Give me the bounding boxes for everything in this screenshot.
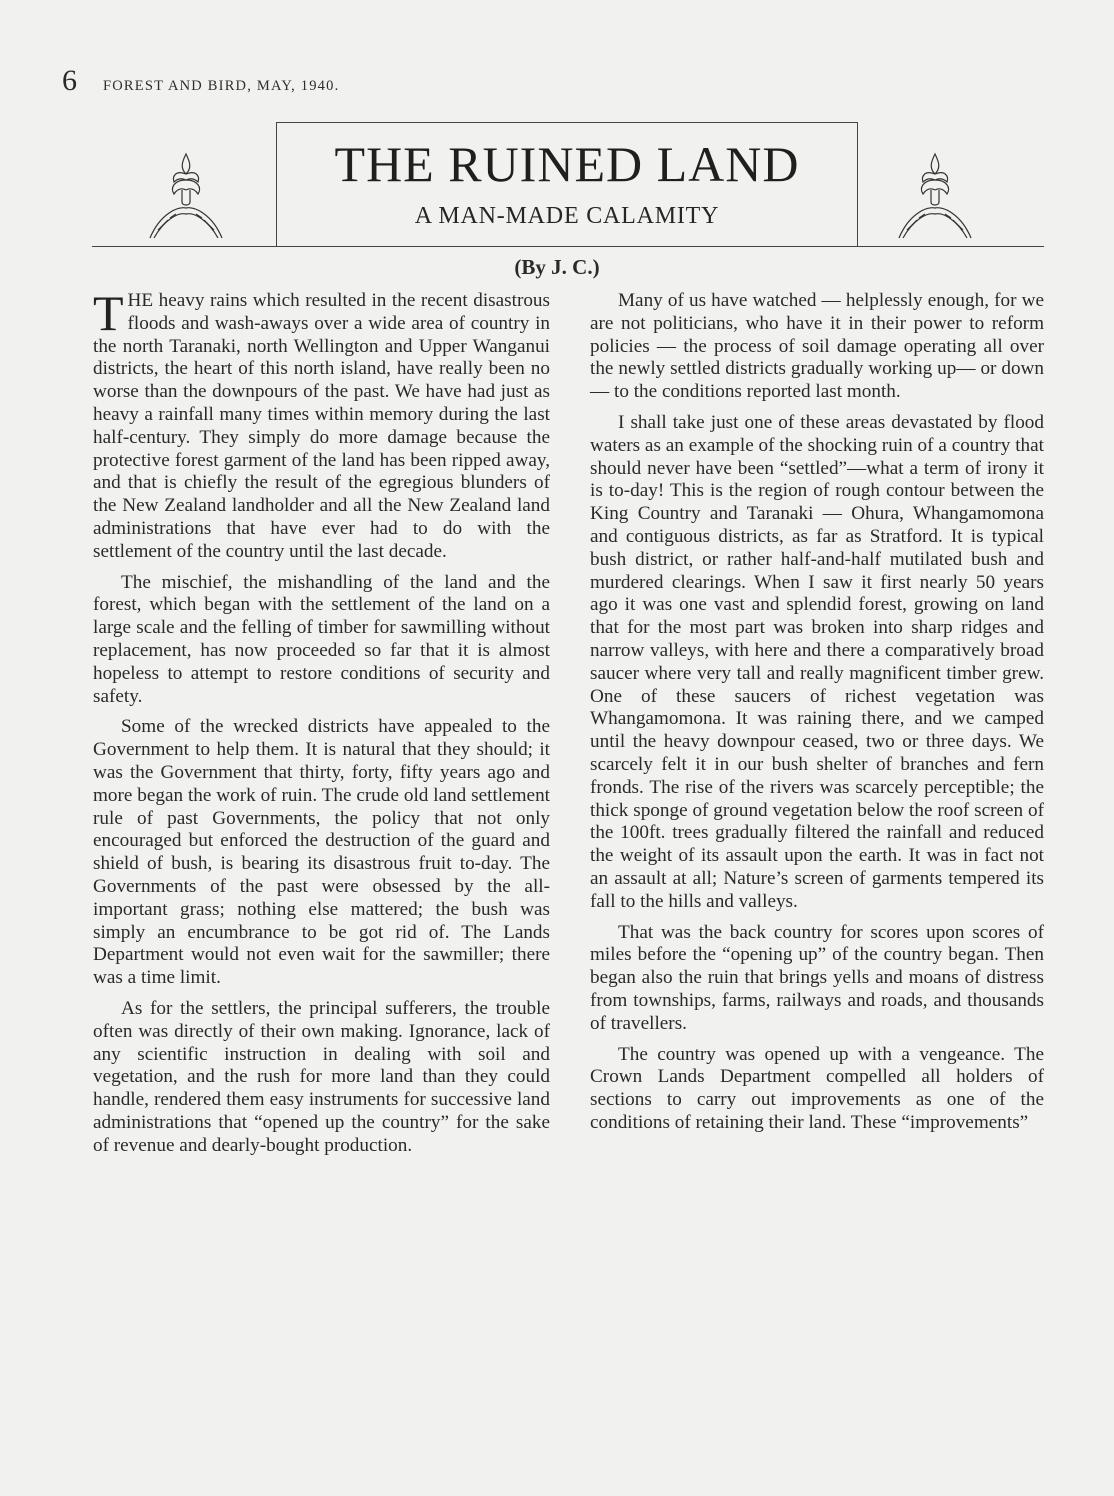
drop-cap: T [93,285,124,341]
article-subtitle: A MAN-MADE CALAMITY [414,203,720,229]
paragraph [93,285,550,564]
header-rule [92,246,1044,247]
running-head [62,64,339,98]
article-title: THE RUINED LAND [334,136,800,192]
paragraph: Many of us have watched — helplessly enough, for we are not politicians, who have it in their power to reform policies — the process of soil damage operating all over the newly settled districts gradually working up— or down — to the conditions reported last month. [590,290,1044,403]
fern-wreath-ornament-icon [895,150,975,245]
paragraph: I shall take just one of these areas devastated by flood waters as an example of the shocking ruin of a country that should never have been “settled”—what a term of irony it is to-day! This is the region of rough contour between the King Country and Taranaki — Ohura, Whangamomona and contiguous districts, as far as Stratford. It is typical bush district, or rather half-and-half mutilated bush and murdered clearings. When I saw it first nearly 50 years ago it was one vast and splendid forest, growing on land that for the most part was broken into sharp ridges and narrow valleys, with here and there a comparatively broad saucer where very tall and really magnificent timber grew. One of these saucers of richest vegetation was Whangamomona. It was raining there, and we camped until the heavy downpour ceased, two or three days. We scarcely felt it in our bush shelter of branches and fern fronds. The rise of the rivers was scarcely perceptible; the thick sponge of ground vegetation below the roof screen of the 100ft. trees gradually filtered the rainfall and reduced the weight of its assault upon the earth. It was in fact not an assault at all; Nature’s screen of garments tempered its fall to the hills and valleys. [590,411,1044,912]
byline: (By J. C.) [514,255,600,279]
title-box [276,122,858,246]
fern-wreath-ornament-icon [146,150,226,245]
paragraph: The country was opened up with a vengeance. The Crown Lands Department compelled all holders of sections to carry out improvements as one of the conditions of retaining their land. These “improvements” [590,1043,1044,1133]
left-column [93,285,550,1165]
paragraph: That was the back country for scores upon scores of miles before the “opening up” of the country began. Then began also the ruin that brings yells and moans of distress from townships, farms, railways and roads, and thousands of travellers. [590,921,1044,1034]
right-column [590,290,1044,1143]
paragraph: The mischief, the mishandling of the land and the forest, which began with the settlement of the land on a large scale and the felling of timber for sawmilling without replacement, has now proceeded so far that it is almost hopeless to attempt to restore conditions of security and safety. [93,571,550,707]
paragraph-text: HE heavy rains which resulted in the recent disastrous floods and wash-aways over a wide area of country in the north Taranaki, north Wellington and Upper Wanganui districts, the heart of this north island, have really been no worse than the downpours of the past. We have had just as heavy a rainfall many times within memory during the last half-century. They simply do more damage because the protective forest garment of the land has been ripped away, and that is chiefly the result of the egregious blunders of the New Zealand landholder and all the New Zealand land administrations that have ever had to do with the settlement of the country until the last decade. [93,290,550,562]
publication-line: FOREST AND BIRD, MAY, 1940. [103,78,340,94]
page-number: 6 [62,64,77,97]
paragraph: Some of the wrecked districts have appealed to the Government to help them. It is natural that they should; it was the Government that thirty, forty, fifty years ago and more began the work of ruin. The crude old land settlement rule of past Governments, the policy that not only encouraged but enforced the destruction of the guard and shield of bush, is bearing its disastrous fruit to-day. The Governments of the past were obsessed by the all-important grass; nothing else mattered; the bush was simply an encumbrance to be got rid of. The Lands Department would not even wait for the sawmiller; there was a time limit. [93,716,550,989]
paragraph: As for the settlers, the principal sufferers, the trouble often was directly of their own making. Ignorance, lack of any scientific instruction in dealing with soil and vegetation, and the rush for more land than they could handle, rendered them easy instruments for successive land administrations that “opened up the country” for the sake of revenue and dearly-bought production. [93,997,550,1156]
